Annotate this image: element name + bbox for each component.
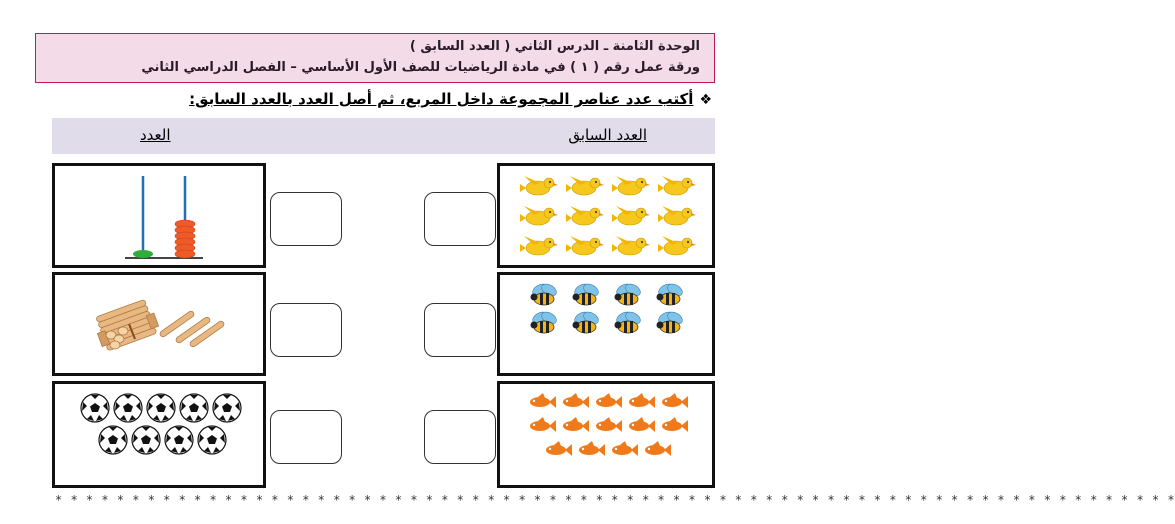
- soccer-balls-group: [55, 384, 263, 485]
- bird-icon: [520, 206, 558, 225]
- bee-icon: [573, 310, 601, 333]
- answer-box-previous-1[interactable]: [424, 192, 496, 246]
- fish-icon: [530, 393, 556, 408]
- fish-icon: [563, 417, 589, 432]
- bird-icon: [566, 176, 604, 195]
- answer-box-previous-2[interactable]: [424, 303, 496, 357]
- header-box: [35, 33, 715, 83]
- stick-bundle: [92, 298, 161, 352]
- soccer-ball-icon: [180, 394, 208, 422]
- answer-box-number-3[interactable]: [270, 410, 342, 464]
- fish-icon: [662, 417, 688, 432]
- bees-group: [500, 275, 712, 373]
- bird-icon: [612, 206, 650, 225]
- bird-icon: [658, 176, 696, 195]
- sticks-icon: [55, 275, 263, 373]
- bird-icon: [566, 206, 604, 225]
- bee-icon: [573, 282, 601, 305]
- fish-icon: [530, 417, 556, 432]
- soccer-ball-icon: [165, 426, 193, 454]
- fish-icon: [596, 393, 622, 408]
- fish-icon: [563, 393, 589, 408]
- fish-icon: [629, 393, 655, 408]
- bird-icon: [612, 176, 650, 195]
- bee-icon: [657, 282, 685, 305]
- bird-icon: [520, 176, 558, 195]
- birds-picture-box: [497, 163, 715, 268]
- abacus-icon: [55, 166, 263, 265]
- soccer-ball-icon: [147, 394, 175, 422]
- bird-icon: [612, 236, 650, 255]
- column-label-previous: العدد السابق: [568, 126, 647, 144]
- header-title: الوحدة الثامنة ـ الدرس الثاني ( العدد السابق ): [409, 39, 700, 54]
- fish-icon: [546, 441, 572, 456]
- fish-icon: [662, 393, 688, 408]
- soccer-ball-icon: [198, 426, 226, 454]
- bullet-icon: ❖: [699, 92, 712, 108]
- fish-icon: [596, 417, 622, 432]
- fish-group: [500, 384, 712, 485]
- bee-icon: [657, 310, 685, 333]
- bird-icon: [566, 236, 604, 255]
- bee-icon: [531, 282, 559, 305]
- header-subtitle: ورقة عمل رقم ( ١ ) في مادة الرياضيات للصف الأول الأساسي – الفصل الدراسي الثاني: [141, 60, 700, 75]
- answer-box-number-2[interactable]: [270, 303, 342, 357]
- soccer-ball-icon: [114, 394, 142, 422]
- bee-icon: [531, 310, 559, 333]
- bees-picture-box: [497, 272, 715, 376]
- soccer-ball-icon: [99, 426, 127, 454]
- sticks-picture-box: [52, 272, 266, 376]
- fish-icon: [645, 441, 671, 456]
- instruction-text: أكتب عدد عناصر المجموعة داخل المربع، ثم أصل العدد بالعدد السابق:: [189, 90, 694, 108]
- column-label-number: العدد: [140, 126, 171, 144]
- bee-icon: [615, 310, 643, 333]
- instruction: [189, 90, 712, 108]
- fish-icon: [629, 417, 655, 432]
- footer-stars-divider: * * * * * * * * * * * * * * * * * * * * * * * * * * * * * * * * * * * * * * * * * * * * * * * * * * * * * * * * * * * * * * * * * * * * * * * * *: [55, 493, 1175, 507]
- fish-picture-box: [497, 381, 715, 488]
- bird-icon: [658, 206, 696, 225]
- bird-icon: [658, 236, 696, 255]
- abacus-bead: [175, 250, 195, 258]
- abacus-picture-box: [52, 163, 266, 268]
- soccer-ball-icon: [81, 394, 109, 422]
- birds-group: [500, 166, 712, 265]
- fish-icon: [579, 441, 605, 456]
- answer-box-previous-3[interactable]: [424, 410, 496, 464]
- answer-box-number-1[interactable]: [270, 192, 342, 246]
- fish-icon: [612, 441, 638, 456]
- soccer-ball-icon: [132, 426, 160, 454]
- column-header-bar: [52, 118, 715, 154]
- soccer-ball-icon: [213, 394, 241, 422]
- bee-icon: [615, 282, 643, 305]
- abacus-bead-green: [133, 250, 153, 258]
- balls-picture-box: [52, 381, 266, 488]
- bird-icon: [520, 236, 558, 255]
